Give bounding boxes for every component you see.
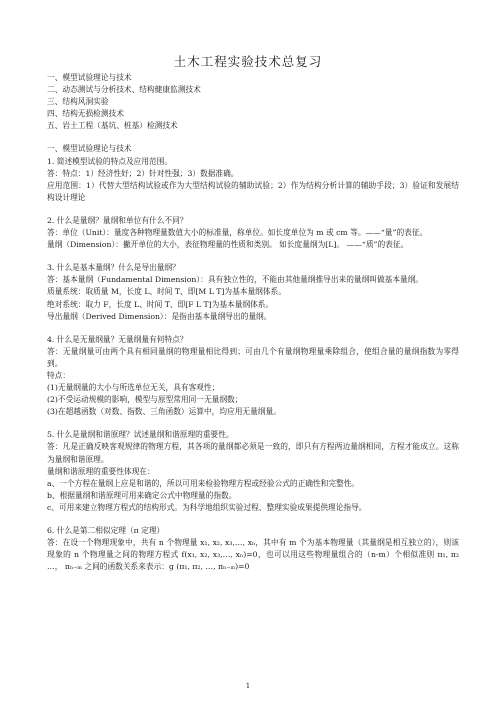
answer-text: 答：特点：1）经济性好；2）针对性强；3）数据准确。 (47, 168, 239, 178)
answer-text: 答：凡是正确反映客观规律的物理方程，其各项的量纲都必须是一致的，即只有方程两边量纲相同，方程才能成立。这称为量纲和谐原理。 (47, 442, 459, 464)
answer-text: (2)不受运动规模的影响，模型与原型常用同一无量纲数； (47, 395, 243, 405)
answer-text: 质量系统：取质量 M，长度 L、时间 T、即[M L T]为基本量纲体系。 (47, 287, 286, 297)
answer-text: 应用范围：1）代替大型结构试验或作为大型结构试验的辅助试验；2）作为结构分析计算的辅助手段；3）验证和发展结构设计理论 (47, 180, 459, 202)
answer-text: 量纲（Dimension）：撇开单位的大小，表征物理量的性质和类别。 如长度量纲为[L]。 ——“质”的表征。 (47, 240, 409, 250)
answer-text: 答：基本量纲（Fundamental Dimension）：具有独立性的，不能由其他量纲推导出来的量纲叫做基本量纲。 (47, 275, 424, 285)
question-4: 4. 什么是无量纲量？无量纲量有何特点？ (47, 334, 188, 344)
toc-item: 二、动态测试与分析技术、结构健康监测技术 (47, 85, 201, 95)
answer-text: 导出量纲（Derived Dimension）：是指由基本量纲导出的量纲。 (47, 311, 272, 321)
answer-text: (1)无量纲量的大小与所选单位无关，具有客观性； (47, 383, 220, 393)
document-body (47, 72, 459, 573)
answer-text: a、一个方程在量纲上应是和谐的，所以可用来检验物理方程或经验公式的正确性和完整性。 (47, 478, 360, 488)
toc-item: 五、岩土工程（基坑、桩基）检测技术 (47, 121, 178, 131)
answer-text: 特点： (47, 370, 71, 380)
answer-text: 绝对系统：取力 F，长度 L、时间 T、即[F L T]为基本量纲体系。 (47, 299, 274, 309)
toc-item: 一、模型试验理论与技术 (47, 73, 132, 82)
toc-item: 四、结构无损检测技术 (47, 109, 124, 119)
question-1: 1. 简述模型试验的特点及应用范围。 (47, 156, 173, 166)
question-2: 2. 什么是量纲？量纲和单位有什么不同？ (47, 215, 188, 225)
question-6: 6. 什么是第二相似定理（π 定理） (47, 526, 165, 535)
question-5: 5. 什么是量纲和谐原理？试述量纲和谐原理的重要性。 (47, 430, 234, 440)
answer-text: 答：无量纲量可由两个具有相同量纲的物理量相比得到；可由几个有量纲物理量乘除组合，使组合量的量纲指数为零得到。 (47, 346, 459, 368)
toc-item: 三、结构风洞实验 (47, 97, 109, 107)
answer-text: (3)在超越函数（对数、指数、三角函数）运算中，均应用无量纲量。 (47, 407, 281, 417)
answer-text: b、根据量纲和谐原理可用来确定公式中物理量的指数。 (47, 490, 237, 500)
answer-text: c、可用来建立物理方程式的结构形式。为科学地组织实验过程、整理实验成果提供理论指导。 (47, 502, 367, 512)
page-number: 1 (245, 682, 251, 690)
answer-text: 量纲和谐原理的重要性体现在： (47, 466, 155, 476)
section-heading: 一、模型试验理论与技术 (47, 144, 132, 154)
question-3: 3. 什么是基本量纲？什么是导出量纲？ (47, 263, 180, 273)
answer-text: 答：单位（Unit）：量度各种物理量数值大小的标准量，称单位。如长度单位为 m 或 cm 等。——“量”的表征。 (47, 228, 428, 238)
document-title: 土木工程实验技术总复习 (173, 54, 323, 69)
answer-text: 答：在设一个物理现象中，共有 n 个物理量 x₁, x₂, x₃,…, xₙ，其中有 m 个为基本物理量（其量纲是相互独立的），则该现象的 n 个物理量之间的物理方程式 f(x₁, x₂, x₃,…, xₙ)=0，也可以用这些物理量组合的（n-m）个相似准则 π₁, π₂ …， πₙ₋ₘ 之间的函数关系来表示：g (π₁, π₂, …, πₙ₋ₘ)=0 (47, 538, 459, 572)
